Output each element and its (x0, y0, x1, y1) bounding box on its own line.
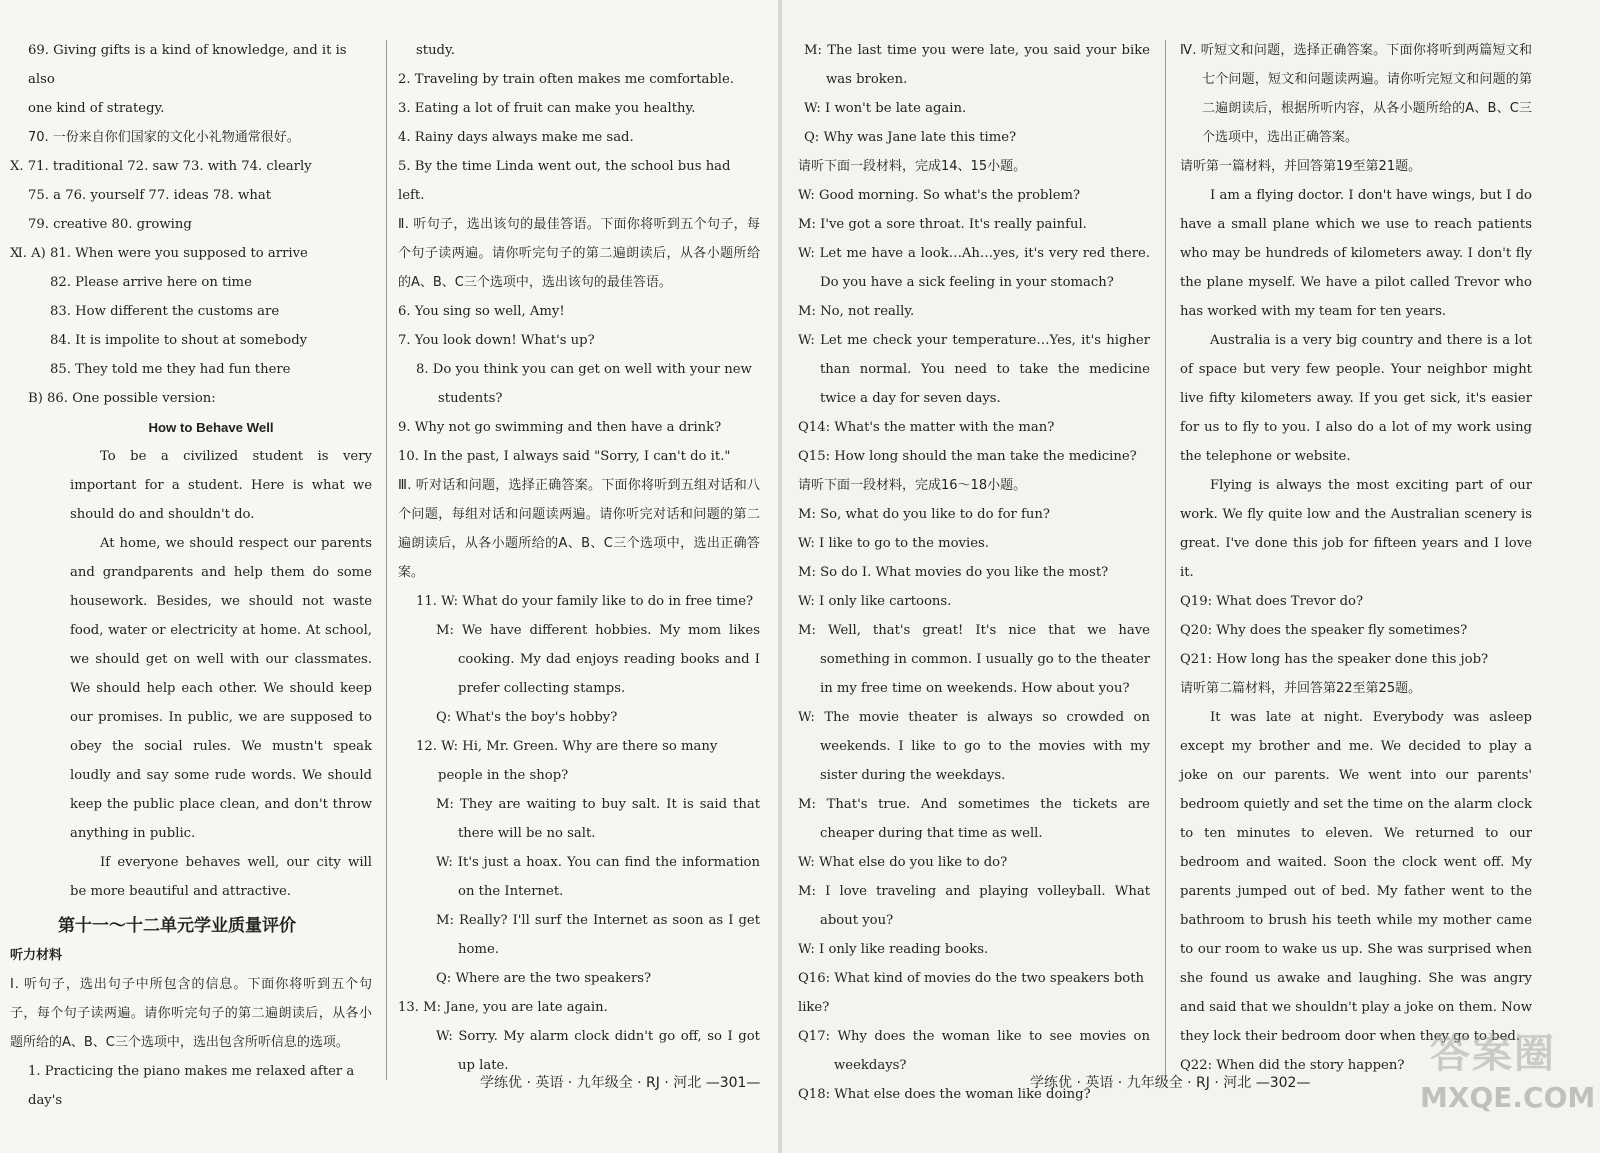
dialogue-line: M: They are waiting to buy salt. It is said that there will be no salt. (436, 797, 760, 841)
dialogue-line: M: Really? I'll surf the Internet as soon as I get home. (436, 913, 760, 957)
dialogue-line: M: Well, that's great! It's nice that we have something in common. I usually go to the theater in my free time on weekends. How about you? (798, 623, 1150, 696)
watermark-logo (1420, 1030, 1596, 1140)
sentence-5: 5. By the time Linda went out, the school bus had left. (398, 159, 731, 203)
answer-85: 85. They told me they had fun there (50, 362, 291, 377)
answer-71-74: Ⅹ. 71. traditional 72. saw 73. with 74. clearly (10, 159, 312, 174)
sentence-1: 1. Practicing the piano makes me relaxed after a day's (28, 1064, 355, 1108)
dialogue-line: 12. W: Hi, Mr. Green. Why are there so many people in the shop? (416, 739, 718, 783)
dialogue-line: M: No, not really. (798, 304, 915, 319)
question-15: Q15: How long should the man take the medicine? (798, 449, 1137, 464)
dialogue-line: W: I won't be late again. (804, 101, 967, 116)
listening-label: 听力材料 (10, 948, 63, 963)
sentence-6: 6. You sing so well, Amy! (398, 304, 565, 319)
part-1-instructions: Ⅰ. 听句子，选出句子中所包含的信息。下面你将听到五个句子，每个句子读两遍。请你听完句子的第二遍朗读后，从各小题所给的A、B、C三个选项中，选出包含所听信息的选项。 (10, 977, 372, 1050)
answer-84: 84. It is impolite to shout at somebody (50, 333, 308, 348)
dialogue-line: W: Good morning. So what's the problem? (798, 188, 1081, 203)
dialogue-line: W: Sorry. My alarm clock didn't go off, so I got up late. (436, 1029, 760, 1073)
column-divider (386, 40, 387, 1080)
dialogue-line: M: I love traveling and playing volleyball. What about you? (798, 884, 1150, 928)
dialogue-question: Q: Where are the two speakers? (436, 971, 652, 986)
material-prompt: 请听下面一段材料，完成16～18小题。 (798, 478, 1027, 493)
material-prompt: 请听第一篇材料，并回答第19至第21题。 (1180, 159, 1422, 174)
essay-paragraph: To be a civilized student is very important for a student. Here is what we should do and shouldn't do. (70, 449, 372, 522)
question-17: Q17: Why does the woman like to see movies on weekdays? (798, 1029, 1150, 1073)
dialogue-line: W: Let me check your temperature…Yes, it's higher than normal. You need to take the medicine twice a day for seven days. (798, 333, 1150, 406)
answer-69a: 69. Giving gifts is a kind of knowledge, and it is also (28, 43, 347, 87)
part-4-instructions: Ⅳ. 听短文和问题，选择正确答案。下面你将听到两篇短文和七个问题，短文和问题读两遍。请你听完短文和问题的第二遍朗读后，根据所听内容，从各小题所给的A、B、C三个选项中，选出正确答案。 (1180, 43, 1532, 145)
dialogue-line: W: I like to go to the movies. (798, 536, 989, 551)
sentence-1-cont: study. (416, 43, 455, 58)
dialogue-question: Q: What's the boy's hobby? (436, 710, 618, 725)
essay-title: How to Behave Well (148, 420, 274, 435)
question-21: Q21: How long has the speaker done this job? (1180, 652, 1489, 667)
answer-81: Ⅺ. A) 81. When were you supposed to arrive (10, 246, 308, 261)
question-19: Q19: What does Trevor do? (1180, 594, 1364, 609)
dialogue-line: 13. M: Jane, you are late again. (398, 1000, 608, 1015)
passage-paragraph: I am a flying doctor. I don't have wings, but I do have a small plane which we use to reach patients who may be hundreds of kilometers away. I don't fly the plane myself. We have a pilot called Trevor who has worked with my team for ten years. (1180, 188, 1532, 319)
sentence-4: 4. Rainy days always make me sad. (398, 130, 634, 145)
dialogue-line: W: The movie theater is always so crowded on weekends. I like to go to the movies with my sister during the weekdays. (798, 710, 1150, 783)
dialogue-line: M: So do I. What movies do you like the most? (798, 565, 1109, 580)
sentence-2: 2. Traveling by train often makes me comfortable. (398, 72, 735, 87)
question-16: Q16: What kind of movies do the two speakers both like? (798, 971, 1145, 1015)
answer-69b: one kind of strategy. (28, 101, 165, 116)
sentence-10: 10. In the past, I always said "Sorry, I can't do it." (398, 449, 731, 464)
page-footer-left: 学练优 · 英语 · 九年级全 · RJ · 河北 —301— (480, 1075, 761, 1091)
passage-paragraph: It was late at night. Everybody was asleep except my brother and me. We decided to play a joke on our parents. We went into our parents' bedroom quietly and set the time on the alarm clock to ten minutes to eleven. We returned to our bedroom and waited. Soon the clock went off. My parents jumped out of bed. My father went to the bathroom to brush his teeth while my mother came to our room to wake us up. She was surprised when she found us awake and laughing. She was angry and said that we shouldn't play a joke on them. Now they lock their bedroom door when they go to bed. (1180, 710, 1532, 1044)
question-18: Q18: What else does the woman like doing? (798, 1087, 1091, 1102)
page-footer-right: 学练优 · 英语 · 九年级全 · RJ · 河北 —302— (1030, 1075, 1311, 1091)
passage-paragraph: Australia is a very big country and there is a lot of space but very few people. Your neighbor might live fifty kilometers away. If you get sick, it's easier for us to fly to you. I also do a lot of my work using the telephone or website. (1180, 333, 1532, 464)
column-4 (1180, 36, 1532, 1080)
column-3 (798, 36, 1150, 1109)
section-title: 第十一～十二单元学业质量评价 (58, 916, 296, 936)
sentence-3: 3. Eating a lot of fruit can make you healthy. (398, 101, 696, 116)
answer-79-80: 79. creative 80. growing (28, 217, 192, 232)
dialogue-line: 11. W: What do your family like to do in free time? (416, 594, 754, 609)
column-2 (398, 36, 760, 1080)
dialogue-question: Q: Why was Jane late this time? (804, 130, 1017, 145)
dialogue-line: M: The last time you were late, you said your bike was broken. (804, 43, 1150, 87)
dialogue-line: M: We have different hobbies. My mom likes cooking. My dad enjoys reading books and I prefer collecting stamps. (436, 623, 760, 696)
dialogue-line: M: That's true. And sometimes the tickets are cheaper during that time as well. (798, 797, 1150, 841)
part-3-instructions: Ⅲ. 听对话和问题，选择正确答案。下面你将听到五组对话和八个问题，每组对话和问题读两遍。请你听完对话和问题的第二遍朗读后，从各小题所给的A、B、C三个选项中，选出正确答案。 (398, 478, 760, 580)
question-20: Q20: Why does the speaker fly sometimes? (1180, 623, 1468, 638)
sentence-9: 9. Why not go swimming and then have a drink? (398, 420, 722, 435)
dialogue-line: W: Let me have a look…Ah…yes, it's very red there. Do you have a sick feeling in your stomach? (798, 246, 1150, 290)
sentence-8: 8. Do you think you can get on well with your new students? (416, 362, 752, 406)
page-gutter (778, 0, 782, 1153)
material-prompt: 请听第二篇材料，并回答第22至第25题。 (1180, 681, 1422, 696)
watermark-en: MXQE.COM (1420, 1081, 1596, 1114)
column-1 (10, 36, 372, 1115)
question-22: Q22: When did the story happen? (1180, 1058, 1405, 1073)
dialogue-line: W: It's just a hoax. You can find the information on the Internet. (436, 855, 760, 899)
question-14: Q14: What's the matter with the man? (798, 420, 1055, 435)
answer-83: 83. How different the customs are (50, 304, 280, 319)
material-prompt: 请听下面一段材料，完成14、15小题。 (798, 159, 1027, 174)
dialogue-line: M: So, what do you like to do for fun? (798, 507, 1050, 522)
dialogue-line: W: I only like reading books. (798, 942, 989, 957)
dialogue-line: M: I've got a sore throat. It's really painful. (798, 217, 1087, 232)
dialogue-line: W: I only like cartoons. (798, 594, 952, 609)
essay-paragraph: If everyone behaves well, our city will be more beautiful and attractive. (70, 855, 372, 899)
column-divider (1165, 40, 1166, 1080)
answer-75-78: 75. a 76. yourself 77. ideas 78. what (28, 188, 271, 203)
watermark-cn: 答案圈 (1430, 1031, 1556, 1077)
essay-paragraph: At home, we should respect our parents and grandparents and help them do some housework. Besides, we should not waste food, water or electricity at home. At school, we should get on well with our classmates. We should help each other. We should keep our promises. In public, we are supposed to obey the social rules. We mustn't speak loudly and say some rude words. We should keep the public place clean, and don't throw anything in public. (70, 536, 372, 841)
sentence-7: 7. You look down! What's up? (398, 333, 595, 348)
passage-paragraph: Flying is always the most exciting part of our work. We fly quite low and the Australian scenery is great. I've done this job for fifteen years and I love it. (1180, 478, 1532, 580)
answer-82: 82. Please arrive here on time (50, 275, 252, 290)
answer-86: B) 86. One possible version: (28, 391, 216, 406)
part-2-instructions: Ⅱ. 听句子，选出该句的最佳答语。下面你将听到五个句子，每个句子读两遍。请你听完句子的第二遍朗读后，从各小题所给的A、B、C三个选项中，选出该句的最佳答语。 (398, 217, 760, 290)
answer-70: 70. 一份来自你们国家的文化小礼物通常很好。 (28, 130, 300, 145)
dialogue-line: W: What else do you like to do? (798, 855, 1008, 870)
